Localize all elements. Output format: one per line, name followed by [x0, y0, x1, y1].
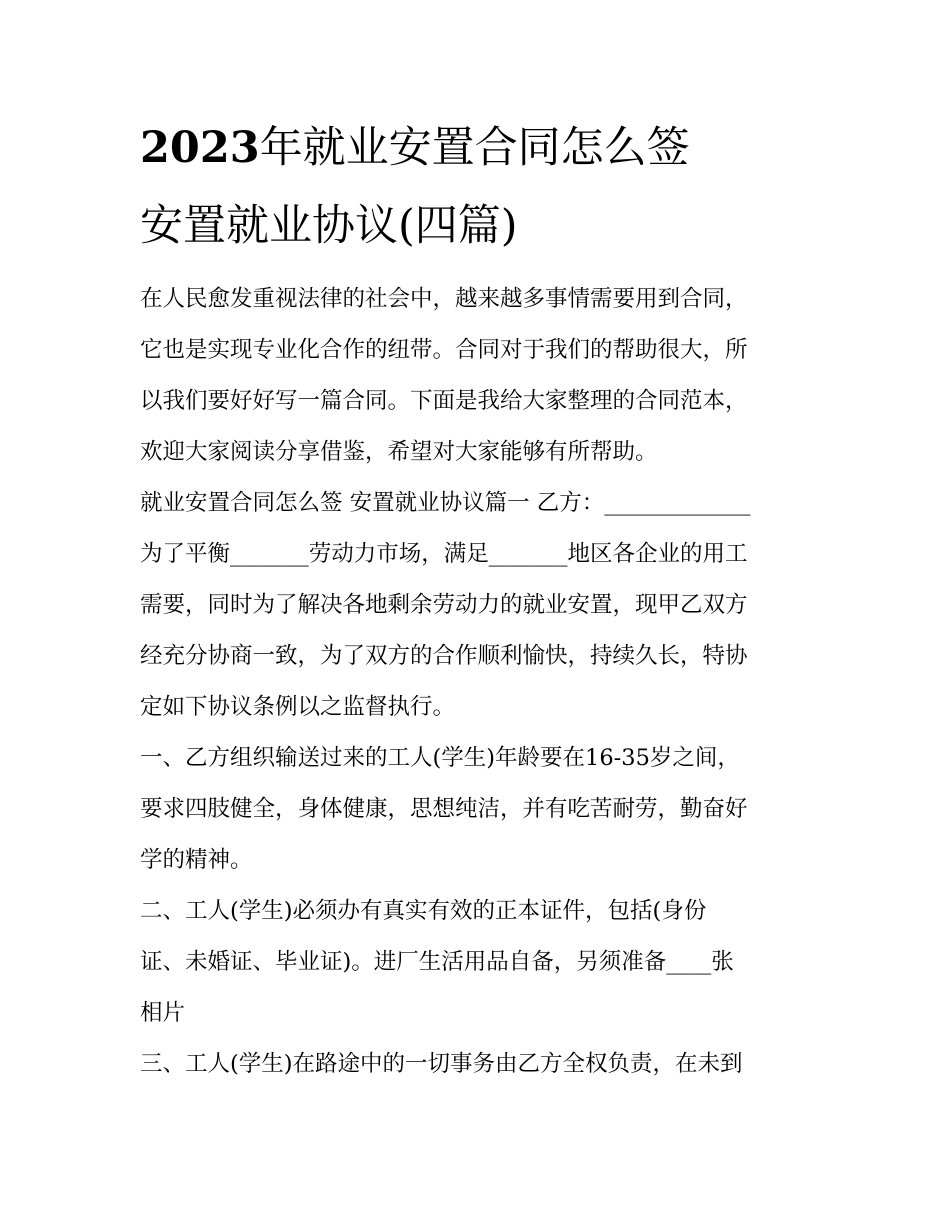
- clause-2-line-2: 证、未婚证、毕业证)。进厂生活用品自备，另须准备____张: [140, 949, 734, 975]
- clause-1-line-3: 学的精神。: [140, 847, 253, 873]
- section-heading-line: 就业安置合同怎么签 安置就业协议篇一 乙方：_____________: [140, 490, 751, 516]
- intro-line-3: 以我们要好好写一篇合同。下面是我给大家整理的合同范本，: [140, 388, 748, 414]
- body-line-2: 需要，同时为了解决各地剩余劳动力的就业安置，现甲乙双方: [140, 592, 748, 618]
- body-line-4: 定如下协议条例以之监督执行。: [140, 694, 456, 720]
- clause-2-line-3: 相片: [140, 1000, 186, 1026]
- title-year: 2023: [140, 123, 260, 173]
- intro-line-1: 在人民愈发重视法律的社会中，越来越多事情需要用到合同，: [140, 286, 748, 312]
- body-line-1: 为了平衡_______劳动力市场，满足_______地区各企业的用工: [140, 541, 748, 567]
- document-title-line-1: [140, 122, 820, 174]
- title-line-1-text: 年就业安置合同怎么签: [259, 123, 690, 173]
- clause-3-line-1: 三、工人(学生)在路途中的一切事务由乙方全权负责，在未到: [140, 1051, 743, 1077]
- intro-line-2: 它也是实现专业化合作的纽带。合同对于我们的帮助很大，所: [140, 337, 748, 363]
- clause-1-line-2: 要求四肢健全，身体健康，思想纯洁，并有吃苦耐劳，勤奋好: [140, 796, 748, 822]
- clause-1-line-1: 一、乙方组织输送过来的工人(学生)年龄要在16-35岁之间，: [140, 745, 740, 771]
- body-line-3: 经充分协商一致，为了双方的合作顺利愉快，持续久长，特协: [140, 643, 748, 669]
- document-title-line-2: 安置就业协议(四篇): [140, 201, 518, 251]
- clause-2-line-1: 二、工人(学生)必须办有真实有效的正本证件，包括(身份: [140, 898, 707, 924]
- intro-line-4: 欢迎大家阅读分享借鉴，希望对大家能够有所帮助。: [140, 439, 658, 465]
